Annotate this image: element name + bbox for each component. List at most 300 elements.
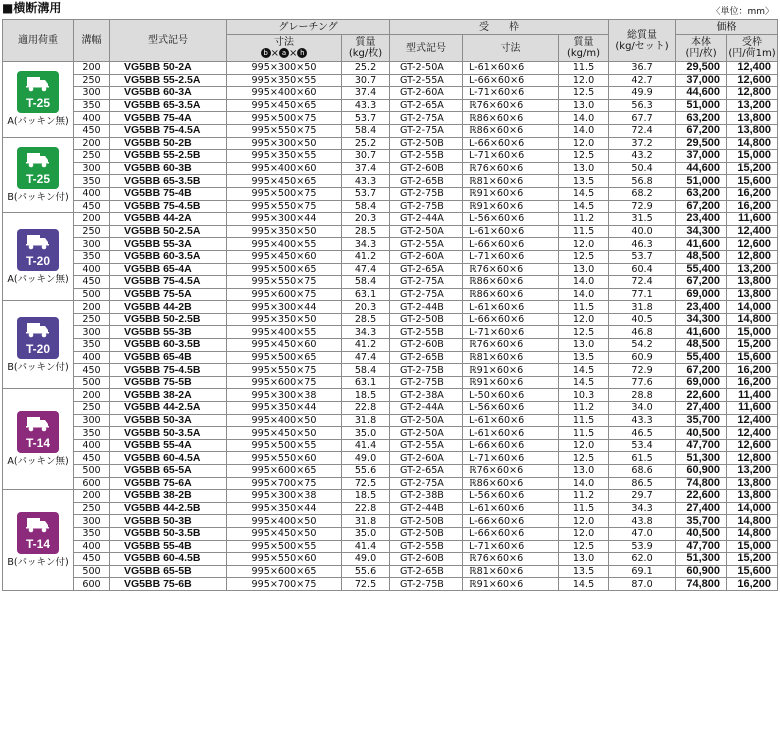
price-body-cell: 35,700 — [676, 515, 727, 528]
load-class-cell — [3, 490, 74, 591]
frame-mass-cell: 14.5 — [559, 200, 609, 213]
price-frame-cell: 13,200 — [727, 263, 778, 276]
dim-cell: 995×400×55 — [227, 238, 342, 251]
frame-dim-cell: L-56×60×6 — [463, 402, 559, 415]
frame-dim-cell: L-66×60×6 — [463, 313, 559, 326]
width-cell: 400 — [74, 187, 110, 200]
frame-dim-cell: L-66×60×6 — [463, 238, 559, 251]
frame-dim-cell: ℝ86×60×6 — [463, 276, 559, 289]
dim-cell: 995×550×75 — [227, 364, 342, 377]
frame-dim-cell: ℝ76×60×6 — [463, 553, 559, 566]
mass-cell: 58.4 — [342, 200, 390, 213]
header-price-body: 本体 (円/枚) — [676, 35, 727, 62]
model-cell: VG5BB 75-4.5B — [110, 200, 227, 213]
price-table — [2, 19, 778, 591]
total-cell: 49.9 — [609, 87, 676, 100]
price-frame-cell: 15,200 — [727, 162, 778, 175]
price-body-cell: 51,300 — [676, 553, 727, 566]
price-body-cell: 63,200 — [676, 187, 727, 200]
frame-model-cell: GT-2-60B — [390, 553, 463, 566]
frame-model-cell: GT-2-75B — [390, 364, 463, 377]
mass-cell: 25.2 — [342, 137, 390, 150]
packing-label: A(パッキン無) — [7, 116, 69, 128]
model-cell: VG5BB 55-3A — [110, 238, 227, 251]
dim-cell: 995×300×44 — [227, 213, 342, 226]
width-cell: 300 — [74, 326, 110, 339]
width-cell: 450 — [74, 364, 110, 377]
dim-cell: 995×450×50 — [227, 527, 342, 540]
price-frame-cell: 12,800 — [727, 87, 778, 100]
mass-cell: 20.3 — [342, 213, 390, 226]
total-cell: 34.0 — [609, 402, 676, 415]
table-row — [3, 137, 778, 150]
width-cell: 300 — [74, 414, 110, 427]
model-cell: VG5BB 75-5B — [110, 376, 227, 389]
price-frame-cell: 15,600 — [727, 175, 778, 188]
width-cell: 200 — [74, 62, 110, 75]
dim-cell: 995×600×75 — [227, 288, 342, 301]
dim-cell: 995×500×55 — [227, 439, 342, 452]
table-row — [3, 326, 778, 339]
dim-cell: 995×300×38 — [227, 389, 342, 402]
table-row — [3, 490, 778, 503]
mass-cell: 22.8 — [342, 502, 390, 515]
model-cell: VG5BB 44-2.5A — [110, 402, 227, 415]
frame-mass-cell: 12.5 — [559, 150, 609, 163]
frame-dim-cell: ℝ76×60×6 — [463, 263, 559, 276]
price-body-cell: 29,500 — [676, 137, 727, 150]
load-class-cell — [3, 62, 74, 138]
width-cell: 350 — [74, 427, 110, 440]
model-cell: VG5BB 55-2.5A — [110, 74, 227, 87]
frame-dim-cell: ℝ86×60×6 — [463, 112, 559, 125]
dim-cell: 995×400×60 — [227, 162, 342, 175]
total-cell: 53.4 — [609, 439, 676, 452]
dim-cell: 995×350×44 — [227, 402, 342, 415]
packing-label: B(パッキン付) — [7, 191, 69, 203]
frame-dim-cell: L-66×60×6 — [463, 74, 559, 87]
frame-mass-cell: 11.5 — [559, 502, 609, 515]
price-frame-cell: 13,800 — [727, 112, 778, 125]
load-class-cell — [3, 137, 74, 213]
total-cell: 56.8 — [609, 175, 676, 188]
model-cell: VG5BB 65-4B — [110, 351, 227, 364]
model-cell: VG5BB 50-2A — [110, 62, 227, 75]
table-row — [3, 389, 778, 402]
width-cell: 500 — [74, 288, 110, 301]
load-badge: T-14 — [17, 512, 59, 554]
frame-mass-cell: 11.2 — [559, 490, 609, 503]
mass-cell: 22.8 — [342, 402, 390, 415]
table-row — [3, 162, 778, 175]
frame-model-cell: GT-2-65B — [390, 351, 463, 364]
total-cell: 29.7 — [609, 490, 676, 503]
table-row — [3, 402, 778, 415]
model-cell: VG5BB 50-3.5B — [110, 527, 227, 540]
price-body-cell: 74,800 — [676, 477, 727, 490]
frame-mass-cell: 11.2 — [559, 213, 609, 226]
frame-model-cell: GT-2-60A — [390, 250, 463, 263]
width-cell: 300 — [74, 162, 110, 175]
price-body-cell: 47,700 — [676, 540, 727, 553]
total-cell: 62.0 — [609, 553, 676, 566]
dim-cell: 995×450×60 — [227, 339, 342, 352]
price-body-cell: 40,500 — [676, 527, 727, 540]
total-cell: 72.9 — [609, 200, 676, 213]
model-cell: VG5BB 50-3A — [110, 414, 227, 427]
frame-dim-cell: ℝ91×60×6 — [463, 376, 559, 389]
price-body-cell: 27,400 — [676, 402, 727, 415]
price-body-cell: 40,500 — [676, 427, 727, 440]
price-frame-cell: 12,800 — [727, 452, 778, 465]
price-frame-cell: 13,800 — [727, 490, 778, 503]
price-frame-cell: 16,200 — [727, 200, 778, 213]
total-cell: 40.5 — [609, 313, 676, 326]
unit-note: 〈単位：mm〉 — [711, 7, 774, 17]
table-row — [3, 124, 778, 137]
price-frame-cell: 12,600 — [727, 439, 778, 452]
table-row — [3, 339, 778, 352]
dim-cell: 995×500×75 — [227, 187, 342, 200]
frame-dim-cell: L-61×60×6 — [463, 62, 559, 75]
frame-dim-cell: ℝ76×60×6 — [463, 465, 559, 478]
mass-cell: 53.7 — [342, 187, 390, 200]
frame-model-cell: GT-2-65B — [390, 565, 463, 578]
mass-cell: 28.5 — [342, 225, 390, 238]
price-frame-cell: 12,400 — [727, 62, 778, 75]
frame-dim-cell: L-61×60×6 — [463, 502, 559, 515]
price-body-cell: 29,500 — [676, 62, 727, 75]
frame-dim-cell: L-66×60×6 — [463, 515, 559, 528]
frame-mass-cell: 14.0 — [559, 276, 609, 289]
packing-label: A(パッキン無) — [7, 456, 69, 468]
frame-model-cell: GT-2-75A — [390, 124, 463, 137]
header-dim: 寸法 b × a × h — [227, 35, 342, 62]
dim-cell: 995×500×65 — [227, 351, 342, 364]
mass-cell: 20.3 — [342, 301, 390, 314]
frame-dim-cell: ℝ86×60×6 — [463, 288, 559, 301]
model-cell: VG5BB 75-6B — [110, 578, 227, 591]
width-cell: 200 — [74, 490, 110, 503]
mass-cell: 58.4 — [342, 364, 390, 377]
width-cell: 250 — [74, 150, 110, 163]
frame-mass-cell: 13.0 — [559, 162, 609, 175]
total-cell: 46.5 — [609, 427, 676, 440]
frame-model-cell: GT-2-75B — [390, 200, 463, 213]
frame-dim-cell: ℝ91×60×6 — [463, 364, 559, 377]
truck-icon — [26, 415, 50, 432]
model-cell: VG5BB 50-3B — [110, 515, 227, 528]
frame-model-cell: GT-2-38A — [390, 389, 463, 402]
mass-cell: 72.5 — [342, 477, 390, 490]
truck-icon — [26, 75, 50, 92]
model-cell: VG5BB 75-4B — [110, 187, 227, 200]
table-row — [3, 250, 778, 263]
dim-cell: 995×400×55 — [227, 326, 342, 339]
mass-cell: 53.7 — [342, 112, 390, 125]
total-cell: 72.4 — [609, 276, 676, 289]
mass-cell: 37.4 — [342, 162, 390, 175]
mass-cell: 35.0 — [342, 527, 390, 540]
width-cell: 500 — [74, 376, 110, 389]
model-cell: VG5BB 55-2.5B — [110, 150, 227, 163]
total-cell: 60.9 — [609, 351, 676, 364]
table-row — [3, 238, 778, 251]
price-frame-cell: 12,600 — [727, 74, 778, 87]
width-cell: 350 — [74, 99, 110, 112]
frame-dim-cell: ℝ76×60×6 — [463, 339, 559, 352]
truck-icon — [26, 516, 50, 533]
dim-cell: 995×300×44 — [227, 301, 342, 314]
dim-cell: 995×550×75 — [227, 124, 342, 137]
width-cell: 400 — [74, 112, 110, 125]
model-cell: VG5BB 65-3.5A — [110, 99, 227, 112]
width-cell: 200 — [74, 389, 110, 402]
price-frame-cell: 15,000 — [727, 326, 778, 339]
total-cell: 72.4 — [609, 124, 676, 137]
table-row — [3, 187, 778, 200]
price-frame-cell: 13,800 — [727, 124, 778, 137]
width-cell: 450 — [74, 200, 110, 213]
frame-mass-cell: 12.0 — [559, 313, 609, 326]
dim-cell: 995×600×65 — [227, 465, 342, 478]
frame-dim-cell: L-56×60×6 — [463, 490, 559, 503]
dim-cell: 995×500×55 — [227, 540, 342, 553]
truck-icon — [26, 233, 50, 250]
load-class-cell — [3, 301, 74, 389]
price-body-cell: 55,400 — [676, 263, 727, 276]
dim-cell: 995×350×50 — [227, 313, 342, 326]
price-frame-cell: 14,000 — [727, 301, 778, 314]
price-body-cell: 34,300 — [676, 313, 727, 326]
dim-cell: 995×300×38 — [227, 490, 342, 503]
mass-cell: 31.8 — [342, 515, 390, 528]
price-frame-cell: 16,200 — [727, 364, 778, 377]
header-price-frame: 受枠 (円/荷1m) — [727, 35, 778, 62]
frame-mass-cell: 12.0 — [559, 527, 609, 540]
total-cell: 69.1 — [609, 565, 676, 578]
model-cell: VG5BB 75-4.5B — [110, 364, 227, 377]
price-frame-cell: 12,400 — [727, 427, 778, 440]
frame-model-cell: GT-2-55A — [390, 74, 463, 87]
frame-dim-cell: L-61×60×6 — [463, 414, 559, 427]
model-cell: VG5BB 50-2B — [110, 137, 227, 150]
dim-cell: 995×350×50 — [227, 225, 342, 238]
frame-dim-cell: L-61×60×6 — [463, 301, 559, 314]
model-cell: VG5BB 75-4.5A — [110, 276, 227, 289]
frame-mass-cell: 11.5 — [559, 225, 609, 238]
table-row — [3, 578, 778, 591]
frame-mass-cell: 12.5 — [559, 250, 609, 263]
frame-mass-cell: 12.0 — [559, 439, 609, 452]
total-cell: 53.9 — [609, 540, 676, 553]
frame-dim-cell: L-66×60×6 — [463, 137, 559, 150]
table-row — [3, 502, 778, 515]
frame-model-cell: GT-2-44B — [390, 301, 463, 314]
load-badge: T-25 — [17, 147, 59, 189]
frame-mass-cell: 12.5 — [559, 87, 609, 100]
model-cell: VG5BB 44-2.5B — [110, 502, 227, 515]
price-frame-cell: 15,600 — [727, 565, 778, 578]
frame-model-cell: GT-2-55B — [390, 540, 463, 553]
table-row — [3, 87, 778, 100]
frame-dim-cell: L-71×60×6 — [463, 250, 559, 263]
width-cell: 250 — [74, 313, 110, 326]
frame-model-cell: GT-2-50B — [390, 313, 463, 326]
price-body-cell: 37,000 — [676, 150, 727, 163]
width-cell: 300 — [74, 238, 110, 251]
frame-model-cell: GT-2-50A — [390, 225, 463, 238]
frame-mass-cell: 14.0 — [559, 124, 609, 137]
packing-label: B(パッキン付) — [7, 557, 69, 569]
price-body-cell: 55,400 — [676, 351, 727, 364]
dim-cell: 995×600×75 — [227, 376, 342, 389]
dim-cell: 995×450×60 — [227, 250, 342, 263]
mass-cell: 31.8 — [342, 414, 390, 427]
model-cell: VG5BB 65-5A — [110, 465, 227, 478]
table-row — [3, 540, 778, 553]
mass-cell: 58.4 — [342, 276, 390, 289]
total-cell: 56.3 — [609, 99, 676, 112]
price-frame-cell: 11,600 — [727, 213, 778, 226]
model-cell: VG5BB 55-4A — [110, 439, 227, 452]
frame-mass-cell: 14.5 — [559, 376, 609, 389]
model-cell: VG5BB 44-2A — [110, 213, 227, 226]
total-cell: 54.2 — [609, 339, 676, 352]
total-cell: 72.9 — [609, 364, 676, 377]
table-row — [3, 175, 778, 188]
dim-cell: 995×550×60 — [227, 452, 342, 465]
price-body-cell: 27,400 — [676, 502, 727, 515]
model-cell: VG5BB 60-3B — [110, 162, 227, 175]
model-cell: VG5BB 65-5B — [110, 565, 227, 578]
mass-cell: 41.4 — [342, 439, 390, 452]
frame-dim-cell: ℝ91×60×6 — [463, 578, 559, 591]
dim-cell: 995×500×75 — [227, 112, 342, 125]
total-cell: 36.7 — [609, 62, 676, 75]
width-cell: 400 — [74, 263, 110, 276]
mass-cell: 41.4 — [342, 540, 390, 553]
total-cell: 31.8 — [609, 301, 676, 314]
frame-dim-cell: L-71×60×6 — [463, 87, 559, 100]
header-width: 溝幅 — [74, 20, 110, 62]
table-row — [3, 364, 778, 377]
width-cell: 250 — [74, 74, 110, 87]
mass-cell: 72.5 — [342, 578, 390, 591]
table-row — [3, 74, 778, 87]
frame-model-cell: GT-2-50A — [390, 62, 463, 75]
table-row — [3, 452, 778, 465]
header-model: 型式記号 — [110, 20, 227, 62]
price-body-cell: 47,700 — [676, 439, 727, 452]
model-cell: VG5BB 55-3B — [110, 326, 227, 339]
total-cell: 43.2 — [609, 150, 676, 163]
table-row — [3, 150, 778, 163]
price-body-cell: 35,700 — [676, 414, 727, 427]
frame-mass-cell: 11.5 — [559, 62, 609, 75]
total-cell: 40.0 — [609, 225, 676, 238]
price-frame-cell: 13,200 — [727, 99, 778, 112]
price-frame-cell: 13,800 — [727, 276, 778, 289]
dim-cell: 995×300×50 — [227, 62, 342, 75]
frame-mass-cell: 13.5 — [559, 565, 609, 578]
table-body — [3, 62, 778, 591]
mass-cell: 63.1 — [342, 376, 390, 389]
table-header — [3, 20, 778, 62]
header-frame-dim: 寸法 — [463, 35, 559, 62]
total-cell: 87.0 — [609, 578, 676, 591]
table-row — [3, 439, 778, 452]
frame-dim-cell: ℝ81×60×6 — [463, 175, 559, 188]
mass-cell: 43.3 — [342, 99, 390, 112]
frame-dim-cell: ℝ91×60×6 — [463, 187, 559, 200]
truck-icon — [26, 321, 50, 338]
frame-mass-cell: 12.5 — [559, 326, 609, 339]
frame-model-cell: GT-2-65B — [390, 175, 463, 188]
dim-cell: 995×450×65 — [227, 99, 342, 112]
price-body-cell: 67,200 — [676, 276, 727, 289]
mass-cell: 49.0 — [342, 553, 390, 566]
frame-dim-cell: ℝ81×60×6 — [463, 351, 559, 364]
table-row — [3, 351, 778, 364]
load-badge: T-20 — [17, 229, 59, 271]
price-body-cell: 51,000 — [676, 99, 727, 112]
mass-cell: 47.4 — [342, 351, 390, 364]
price-body-cell: 22,600 — [676, 490, 727, 503]
frame-dim-cell: ℝ86×60×6 — [463, 124, 559, 137]
total-cell: 43.3 — [609, 414, 676, 427]
mass-cell: 30.7 — [342, 74, 390, 87]
frame-mass-cell: 11.5 — [559, 301, 609, 314]
frame-dim-cell: ℝ76×60×6 — [463, 99, 559, 112]
price-frame-cell: 15,000 — [727, 540, 778, 553]
load-class-cell — [3, 389, 74, 490]
header-total: 総質量 (kg/セット) — [609, 20, 676, 62]
total-cell: 47.0 — [609, 527, 676, 540]
frame-dim-cell: L-66×60×6 — [463, 439, 559, 452]
frame-model-cell: GT-2-60B — [390, 339, 463, 352]
table-row — [3, 414, 778, 427]
model-cell: VG5BB 44-2B — [110, 301, 227, 314]
total-cell: 77.6 — [609, 376, 676, 389]
dim-cell: 995×600×65 — [227, 565, 342, 578]
total-cell: 67.7 — [609, 112, 676, 125]
total-cell: 28.8 — [609, 389, 676, 402]
mass-cell: 43.3 — [342, 175, 390, 188]
mass-cell: 30.7 — [342, 150, 390, 163]
frame-mass-cell: 13.5 — [559, 175, 609, 188]
table-row — [3, 276, 778, 289]
frame-dim-cell: L-71×60×6 — [463, 150, 559, 163]
frame-model-cell: GT-2-65A — [390, 465, 463, 478]
frame-model-cell: GT-2-55A — [390, 439, 463, 452]
frame-mass-cell: 13.0 — [559, 99, 609, 112]
frame-mass-cell: 13.0 — [559, 263, 609, 276]
section-title: ■横断溝用 — [2, 1, 62, 15]
frame-model-cell: GT-2-60A — [390, 87, 463, 100]
price-body-cell: 63,200 — [676, 112, 727, 125]
table-row — [3, 62, 778, 75]
model-cell: VG5BB 60-4.5B — [110, 553, 227, 566]
width-cell: 400 — [74, 540, 110, 553]
frame-mass-cell: 10.3 — [559, 389, 609, 402]
price-body-cell: 41,600 — [676, 326, 727, 339]
total-cell: 68.6 — [609, 465, 676, 478]
model-cell: VG5BB 75-5A — [110, 288, 227, 301]
dim-cell: 995×700×75 — [227, 578, 342, 591]
mass-cell: 34.3 — [342, 238, 390, 251]
total-cell: 46.3 — [609, 238, 676, 251]
